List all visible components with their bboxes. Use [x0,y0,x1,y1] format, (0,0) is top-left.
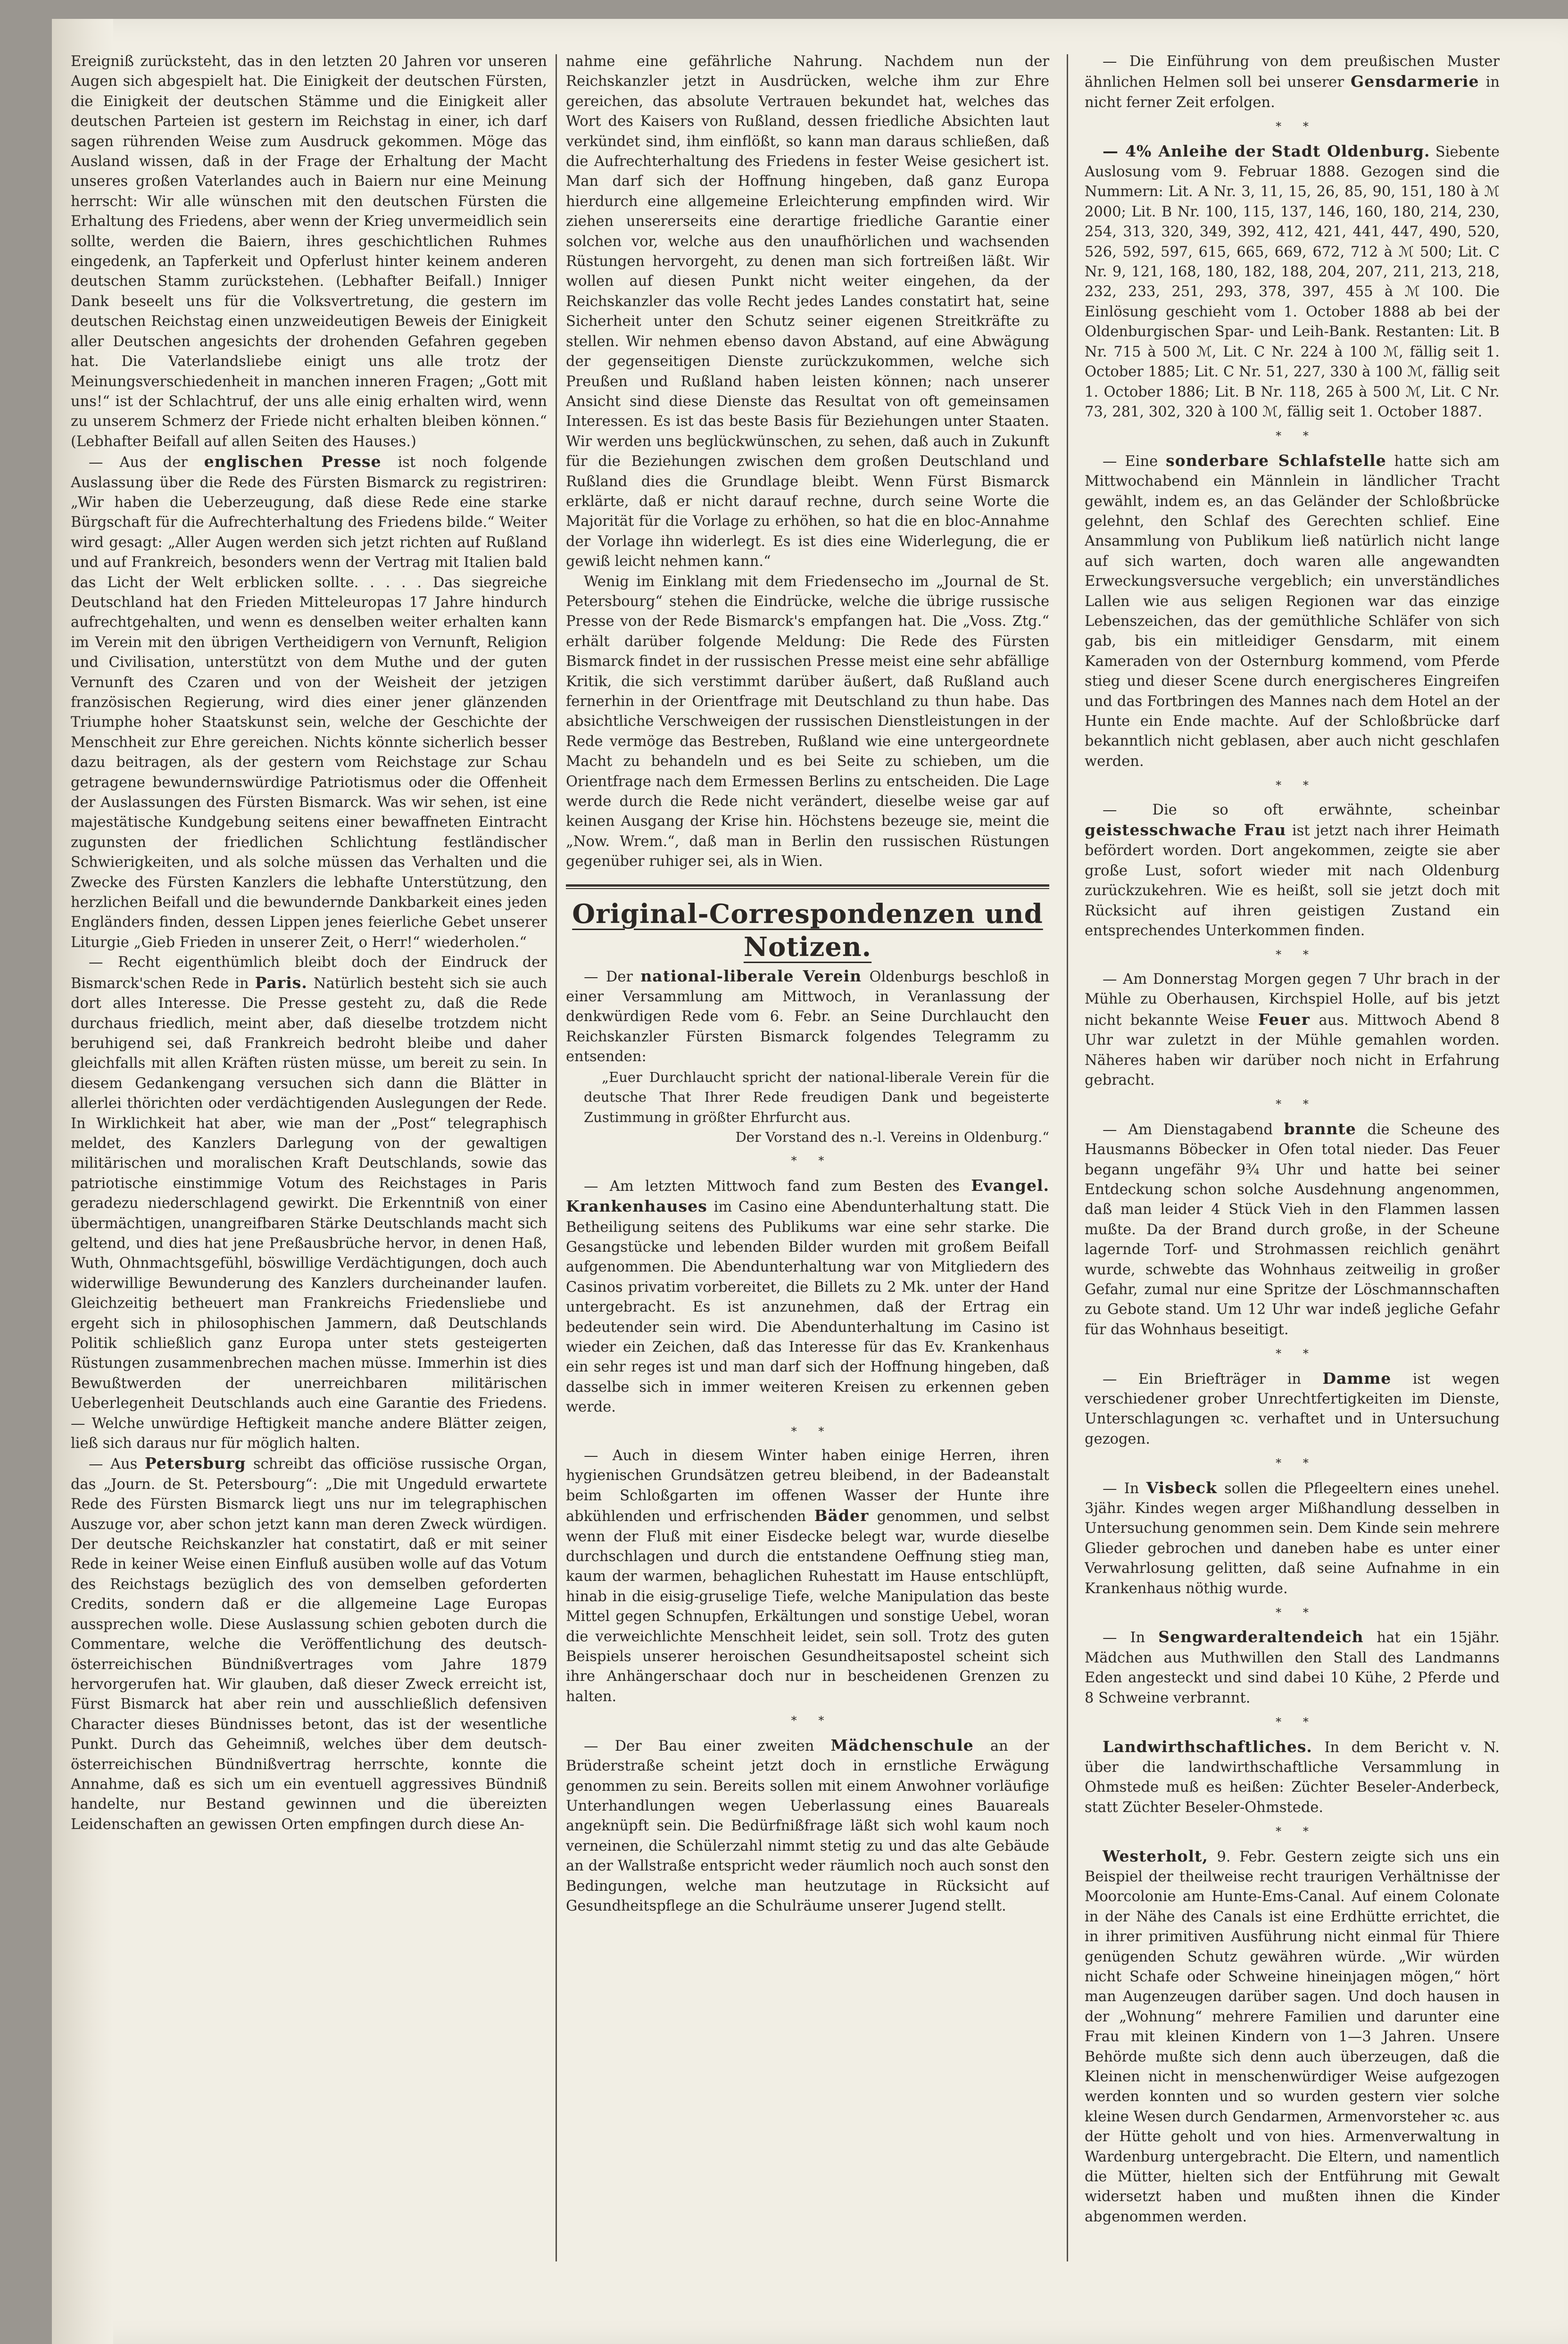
body-text: aus. Mittwoch Abend 8 Uhr war zuletzt in der Mühle gemahlen worden. Näheres haben wir darüber noch nicht in Erfahrung gebracht. [1085,1012,1500,1089]
body-text: ist noch folgende Auslassung über die Rede des Fürsten Bismarck zu registriren: „Wir haben die Ueberzeugung, daß diese Rede eine starke Bürgschaft für die Aufrechterhaltung des Friedens bilde.“ Weiter wird gesagt: „Aller Augen werden sich jetzt richten auf Rußland und auf Frankreich, besonders wenn der Vertrag mit Italien bald das Licht der Welt erblicken sollte. . . . . Das siegreiche Deutschland hat den Frieden Mitteleuropas 17 Jahre hindurch aufrechtgehalten, und wenn es denselben weiter erhalten kann im Verein mit den übrigen Vertheidigern von Vernunft, Religion und Civilisation, unterstützt von dem Muthe und der guten Vernunft des Czaren und von der Weisheit der jetzigen französischen Regierung, wird dies einer jener glänzenden Triumphe hoher Staatskunst sein, welche der Geschichte der Menschheit zur Ehre gereichen. Nichts könnte sicherlich besser dazu beitragen, als der gestern vom Reichstage zur Schau getragene bewundernswürdige Patriotismus oder die Offenheit der Auslassungen des Fürsten Bismarck. Was wir sehen, ist eine majestätische Kundgebung seitens einer bewaffneten Eintracht zugunsten der friedlichen Schlichtung festländischer Schwierigkeiten, und als solche müssen das Verhalten und die Zwecke des Fürsten Kanzlers die lebhafte Unterstützung, den herzlichen Beifall und die bewundernde Dankbarkeit eines jeden Engländers finden, dessen Lippen jenes feierliche Gebet unserer Liturgie „Gieb Frieden in unserer Zeit, o Herr!“ wiederholen.“ [71,454,547,951]
col2-article-baeder [566,1446,1049,1707]
lead-text: — Recht eigenthümlich bleibt doch der Eindruck der Bismarck'schen Rede in [71,954,547,992]
separator-star: * * [1276,429,1309,443]
telegram-quote: „Euer Durchlaucht spricht der national-liberale Verein für die deutsche That Ihrer Rede freudigen Dank und begeisterte Zustimmung in größter Ehrfurcht aus. [584,1069,1049,1125]
keyword-sengwarden: Sengwarderaltendeich [1158,1628,1364,1646]
body-text: Oldenburgs beschloß in einer Versammlung am Mittwoch, in Veranlassung der denkwürdigen Rede vom 6. Febr. an Seine Durchlaucht den Reichskanzler Fürsten Bismarck folgendes Telegramm zu entsenden: [566,968,1049,1065]
body-text: genommen, und selbst wenn der Fluß mit einer Eisdecke belegt war, wurde dieselbe durchschlagen und durch die entstandene Oeffnung stieg man, kaum der warmen, behaglichen Ruhestatt im Hause entschlüpft, hinab in die eisig-gruselige Tiefe, welche Manipulation das beste Mittel gegen Schnupfen, Erkältungen und sonstige Uebel, woran die verweichlichte Menschheit leidet, sein soll. Trotz des guten Beispiels unserer heroischen Gesundheitsapostel scheint sich ihre Anhängerschaar doch nur in bescheidenen Grenzen zu halten. [566,1508,1049,1705]
lead-text: — Der [584,968,633,985]
column-3 [1085,52,1500,2264]
col3-article-sengwarden [1085,1627,1500,1708]
body-text: hatte sich am Mittwochabend ein Männlein in ländlicher Tracht gewählt, indem es, an das Geländer der Schloßbrücke gelehnt, den Schlaf des Gerechten schlief. Eine Ansammlung von Publikum ließ natürlich nicht lange auf sich warten, doch waren alle angewandten Erweckungsversuche vergeblich; ein unverständliches Lallen wie aus seligen Regionen war das einzige Lebenszeichen, das der gemüthliche Schläfer von sich gab, bis ein mitleidiger Gensdarm, mit einem Kameraden von der Osternburg kommend, vom Pferde stieg und dieser Scene durch energischeres Eingreifen und das Fortbringen des Mannes nach dem Hotel an der Hunte ein Ende machte. Auf der Schloßbrücke darf bekanntlich nicht geblasen, aber auch nicht geschlafen werden. [1085,453,1500,770]
col2-article-maedchenschule [566,1736,1049,1917]
lead-text: — Der Bau einer zweiten [584,1737,814,1754]
body-text: hat ein 15jähr. Mädchen aus Muthwillen den Stall des Landmanns Eden angesteckt und sind dabei 10 Kühe, 2 Pferde und 8 Schweine verbrannt. [1085,1629,1500,1706]
separator-star: * * [791,1714,824,1728]
lead-text: — Am Dienstagabend [1103,1121,1273,1138]
keyword-krankenhaus: Evangel. Krankenhauses [566,1176,1049,1216]
keyword-petersburg: Petersburg [144,1454,246,1473]
col3-article-feuer [1085,970,1500,1090]
body-text: Natürlich besteht sich sie auch dort alles Interesse. Die Presse gesteht zu, daß die Rede durchaus friedlich, meint aber, daß dieselbe trotzdem nicht beruhigend sei, daß Frankreich bedroht bleibe und daher gleichfalls mit allen Kräften rüsten müsse, um bereit zu sein. In diesem Gedankengang versuchen sich dann die Blätter in allerlei thörichten oder verdächtigenden Auslegungen der Rede. In Wirklichkeit hat aber, wie man der „Post“ telegraphisch meldet, des Kanzlers Darlegung von der gewaltigen militärischen und moralischen Kraft Deutschlands, sowie das patriotische einstimmige Votum des Reichstages in Paris geradezu niederschlagend gewirkt. Die Erkenntniß von einer übermächtigen, unangreifbaren Stärke Deutschlands macht sich geltend, und dies hat jene Preßausbrüche hervor, in denen Haß, Wuth, Ohnmachtsgefühl, böswillige Verdächtigungen, doch auch widerwillige Bewunderung des Kanzlers durcheinander laufen. Gleichzeitig betheuert man Frankreichs Friedensliebe und ergeht sich in philosophischen Jammern, daß Deutschlands Politik schließlich ganz Europa unter stets gesteigerten Rüstungen zusammenbrechen machen müsse. Immerhin ist dies Bewußtwerden der unerreichbaren militärischen Ueberlegenheit Deutschlands auch eine Garantie des Friedens. — Welche unwürdige Heftigkeit manche andere Blätter zeigen, ließ sich daraus nur für möglich halten. [71,975,547,1452]
keyword-paris: Paris. [255,973,307,992]
body-text: sollen die Pflegeeltern eines unehel. 3jähr. Kindes wegen arger Mißhandlung desselben in Untersuchung genommen sein. Dem Kinde sein mehrere Glieder gebrochen und daneben habe es unter einer Verwahrlosung gelitten, daß seine Aufnahme in ein Krankenhaus nöthig wurde. [1085,1480,1500,1597]
separator-star: * * [1276,1347,1309,1361]
column-1 [71,52,547,2264]
lead-text: — Die Einführung von dem preußischen Muster ähnlichen Helmen soll bei unserer [1085,53,1500,91]
col3-article-damme [1085,1369,1500,1450]
keyword-damme: Damme [1322,1369,1392,1388]
body-text: die Scheune des Hausmanns Böbecker in Ofen total nieder. Das Feuer begann ungefähr 9¾ Uhr und hatte bei seiner Entdeckung schon solche Ausdehnung angenommen, daß man leider 4 Stück Vieh in den Flammen lassen mußte. Da der Brand durch große, in der Scheune lagernde Torf- und Strohmassen reichlich genährt wurde, schwebte das Wohnhaus zeitweilig in großer Gefahr, zumal nur eine Spritze der Löschmannschaften zu Gebote stand. Um 12 Uhr war indeß jegliche Gefahr für das Wohnhaus beseitigt. [1085,1121,1500,1338]
lead-text: — In [1103,1629,1145,1646]
lead-text: — Ein Briefträger in [1103,1371,1301,1388]
separator-star: * * [1276,1825,1309,1838]
body-text: ist wegen verschiedener grober Unrechtfertigkeiten im Dienste, Unterschlagungen ꝛc. verhaftet und in Untersuchung gezogen. [1085,1371,1500,1447]
col3-article-anleihe [1085,141,1500,423]
col2-article-national-liberal [566,966,1049,1067]
separator-star: * * [1276,948,1309,962]
lead-text: — Die so oft erwähnte, scheinbar [1103,801,1500,818]
telegram-signature: Der Vorstand des n.-l. Vereins in Oldenburg.“ [735,1129,1049,1145]
body-text: In dem Bericht v. N. über die landwirthschaftliche Versammlung in Ohmstede muß es heißen: Züchter Beseler-Anderbeck, statt Züchter Beseler-Ohmstede. [1085,1739,1500,1816]
col1-article-english-press [71,452,547,953]
lead-text: — Am letzten Mittwoch fand zum Besten des [584,1178,960,1195]
body-text: in nicht ferner Zeit erfolgen. [1085,74,1500,111]
lead-text: — Aus der [89,454,188,471]
col3-article-gensdarmerie [1085,52,1500,113]
keyword-visbeck: Visbeck [1146,1478,1217,1497]
body-text: im Casino eine Abendunterhaltung statt. Die Betheiligung seitens des Publikums war eine sehr starke. Die Gesangstücke und lebenden Bilder wurden mit großem Beifall aufgenommen. Die Abendunterhaltung war von Mitgliedern des Casinos privatim vorbereitet, die Billets zu 2 Mk. unter der Hand untergebracht. Es ist anzunehmen, daß der Ertrag ein bedeutender sein wird. Die Abendunterhaltung im Casino ist wieder ein Zeichen, daß das Interesse für das Ev. Krankenhaus ein sehr reges ist und man darf sich der Hoffnung hingeben, daß dasselbe sich in immer weiteren Kreisen zu erkennen geben werde. [566,1199,1049,1416]
col1-paragraph-1: Ereigniß zurücksteht, das in den letzten 20 Jahren vor unseren Augen sich abgespielt hat. Die Einigkeit der deutschen Fürsten, die Einigkeit der deutschen Stämme und die Einigkeit aller deutschen Parteien ist gestern im Reichstag in einer, ich darf sagen rührenden Weise zum Ausdruck gekommen. Möge das Ausland wissen, daß in der Frage der Erhaltung der Macht unseres großen Vaterlandes auch in Baiern nur eine Meinung herrscht: Wir alle wünschen mit den deutschen Fürsten die Erhaltung des Friedens, aber wenn der Krieg unvermeidlich sein sollte, werden die Baiern, ihres geschichtlichen Ruhmes eingedenk, an Tapferkeit und Opferlust hinter keinem anderen deutschen Stamm zurückstehen. (Lebhafter Beifall.) Inniger Dank beseelt uns für die Volksvertretung, die gestern im deutschen Reichstag einen unzweideutigen Beweis der Einigkeit aller Deutschen angesichts der drohenden Gefahren gegeben hat. Die Vaterlandsliebe einigt uns alle trotz der Meinungsverschiedenheit in manchen inneren Fragen; „Gott mit uns!“ ist der Schlachtruf, der uns alle einig erhalten wird, wenn zu unserem Schmerz der Friede nicht erhalten bleiben können.“ (Lebhafter Beifall auf allen Seiten des Hauses.) [71,53,547,450]
keyword-anleihe: — 4% Anleihe der Stadt Oldenburg. [1103,141,1430,160]
lead-text: — Auch in diesem Winter haben einige Herren, ihren hygienischen Grundsätzen getreu bleibend, in der Badeanstalt beim Schloßgarten im offenen Wasser der Hunte ihre abkühlenden und erfrischenden [566,1447,1049,1525]
body-text: ist jetzt nach ihrer Heimath befördert worden. Dort angekommen, zeigte sie aber große Lust, sofort wieder mit nach Oldenburg zurückzukehren. Wie es heißt, soll sie jetzt doch mit Rücksicht auf ihren geistigen Zustand ein entsprechendes Unterkommen finden. [1085,823,1500,939]
keyword-landwirthschaft: Landwirthschaftliches. [1103,1737,1312,1756]
lead-text: — Am Donnerstag Morgen gegen 7 Uhr brach in der Mühle zu Oberhausen, Kirchspiel Holle, auf bis jetzt nicht bekannte Weise [1085,971,1500,1029]
lead-text: — In [1103,1480,1139,1497]
body-text: schreibt das officiöse russische Organ, das „Journ. de St. Petersbourg“: „Die mit Ungeduld erwartete Rede des Fürsten Bismarck liegt uns nur im telegraphischen Auszuge vor, aber schon jetzt kann man deren Zweck würdigen. Der deutsche Reichskanzler hat constatirt, daß er mit seiner Rede in keiner Weise einen Einfluß ausüben wolle auf das Votum des Reichstags bezüglich des von demselben geforderten Credits, sondern daß er die allgemeine Lage Europas aussprechen wolle. Diese Auslassung schien geboten durch die Commentare, welche die Veröffentlichung des deutsch-österreichischen Bündnißvertrages vom Jahre 1879 hervorgerufen hat. Wir glauben, daß dieser Zweck erreicht ist, Fürst Bismarck hat aber rein und ausschließlich defensiven Character dieses Bündnisses betont, das ist der wesentliche Punkt. Durch das Geheimniß, welches über dem deutsch-österreichischen Bündnißvertrag herrschte, konnte die Annahme, daß es sich um ein eventuell aggressives Bündniß handelte, nur Bestand gewinnen und die übereizten Leidenschaften an gewissen Orten empfingen durch diese An- [71,1456,547,1833]
col3-article-scheune [1085,1119,1500,1340]
separator-star: * * [1276,1097,1309,1111]
col3-article-landwirthschaft [1085,1737,1500,1818]
keyword-maedchenschule: Mädchenschule [830,1736,974,1754]
separator-star: * * [791,1424,824,1438]
separator-star: * * [791,1154,824,1168]
col3-article-westerholt [1085,1846,1500,2228]
separator-star: * * [1276,120,1309,133]
separator-star: * * [1276,1606,1309,1620]
column-2 [566,52,1049,2264]
keyword-english-press: englischen Presse [204,452,382,471]
section-title: Original-Correspondenzen und Notizen. [572,898,1043,963]
keyword-gensdarmerie: Gensdarmerie [1351,72,1479,91]
body-text: 9. Febr. Gestern zeigte sich uns ein Beispiel der theilweise recht traurigen Verhältnisse der Moorcolonie am Hunte-Ems-Canal. Auf einem Colonate in der Nähe des Canals ist eine Erdhütte errichtet, die in ihrer primitiven Ausführung nicht einmal für Thiere genügenden Schutz gewähren würde. „Wir würden nicht Schafe oder Schweine hineinjagen mögen,“ hört man Augenzeugen darüber sagen. Und doch hausen in der „Wohnung“ mehrere Familien und darunter eine Frau mit kleinen Kindern von 1—3 Jahren. Unsere Behörde mußte sich denn auch überzeugen, daß die Kleinen nicht in menschenwürdiger Weise aufgezogen werden konnten und so wurden gestern vier solche kleine Wesen durch Gendarmen, Armenvorsteher ꝛc. aus der Hütte geholt und von hies. Armenverwaltung in Wardenburg untergebracht. Die Eltern, und namentlich die Mütter, hielten sich der Entführung mit Gewalt widersetzt haben und mußten ihnen die Kinder abgenommen werden. [1085,1848,1500,2225]
keyword-baeder: Bäder [814,1506,869,1525]
section-divider [566,884,1049,889]
separator-star: * * [1276,779,1309,792]
separator-star: * * [1276,1456,1309,1470]
keyword-verein: national-liberale Verein [640,966,862,985]
col3-article-schlafstelle [1085,451,1500,772]
col1-article-paris [71,953,547,1454]
separator-star: * * [1276,1715,1309,1729]
keyword-frau: geistesschwache Frau [1085,821,1286,840]
column-rule-2 [1067,54,1068,2261]
keyword-feuer: Feuer [1258,1010,1311,1029]
col3-article-visbeck [1085,1478,1500,1599]
lead-text: — Aus [89,1456,138,1473]
keyword-westerholt: Westerholt, [1103,1846,1208,1865]
col2-paragraph-2: Wenig im Einklang mit dem Friedensecho im „Journal de St. Petersbourg“ stehen die Eindrücke, welche die übrige russische Presse von der Rede Bismarck's empfangen hat. Die „Voss. Ztg.“ erhält darüber folgende Meldung: Die Rede des Fürsten Bismarck findet in der russischen Presse meist eine sehr abfällige Kritik, die sich verstimmt darüber äußert, daß Rußland auch fernerhin in der Orientfrage mit Deutschland zu thun habe. Das absichtliche Verschweigen der russischen Dienstleistungen in der Rede vermöge das Bestreben, Rußland wie eine untergeordnete Macht zu behandeln und es bei Seite zu schieben, um die Orientfrage nach dem Ermessen Berlins zu entscheiden. Die Lage werde durch die Rede nicht verändert, dieselbe weise gar auf keinen Ausgang der Krise hin. Höchstens bezeuge sie, meint die „Now. Wrem.“, daß man in Berlin den russischen Rüstungen gegenüber ruhiger sei, als in Wien. [566,573,1049,870]
col1-article-petersburg [71,1454,547,1835]
col2-paragraph-1: nahme eine gefährliche Nahrung. Nachdem nun der Reichskanzler jetzt in Ausdrücken, welche ihm zur Ehre gereichen, das absolute Vertrauen bekundet hat, welches das Wort des Kaisers von Rußland, dessen friedliche Absichten laut verkündet sind, ihm einflößt, so kann man daraus schließen, daß die Aufrechterhaltung des Friedens in fester Weise gesichert ist. Man darf sich der Hoffnung hingeben, daß ganz Europa hierdurch eine allgemeine Erleichterung empfinden wird. Wir ziehen unsererseits eine derartige friedliche Garantie einer solchen vor, welche aus den unaufhörlichen und wachsenden Rüstungen hervorgeht, zu denen man sich fortreißen läßt. Wir wollen auf diesen Punkt nicht weiter eingehen, da der Reichskanzler das volle Recht jedes Landes constatirt hat, seine Sicherheit unter den Schutz seiner eigenen Streitkräfte zu stellen. Wir nehmen ebenso davon Abstand, auf eine Abwägung der gegenseitigen Dienste zurückzukommen, welche sich Preußen und Rußland haben leisten können; nach unserer Ansicht sind diese Dienste das Resultat von oft gemeinsamen Interessen. Es ist das beste Basis für Beziehungen unter Staaten. Wir werden uns beglückwünschen, zu sehen, daß auch in Zukunft für die Beziehungen zwischen dem großen Deutschland und Rußland dies die Grundlage bleibt. Wenn Fürst Bismarck erklärte, daß er nicht darauf rechne, durch seine Worte die Majorität für die Vorlage zu erhöhen, so hat die en bloc-Annahme der Vorlage ihn widerlegt. Es ist dies eine Widerlegung, die er gewiß leicht nehmen kann.“ [566,53,1049,570]
keyword-brannte: brannte [1284,1119,1356,1138]
body-text: Siebente Auslosung vom 9. Februar 1888. Gezogen sind die Nummern: Lit. A Nr. 3, 11, 15, 26, 85, 90, 151, 180 à ℳ 2000; Lit. B Nr. 100, 115, 137, 146, 160, 180, 214, 230, 254, 313, 320, 349, 392, 412, 421, 441, 447, 490, 520, 526, 592, 597, 615, 665, 669, 672, 712 à ℳ 500; Lit. C Nr. 9, 121, 168, 180, 182, 188, 204, 207, 211, 213, 218, 232, 233, 251, 293, 378, 397, 455 à ℳ 100. Die Einlösung geschieht vom 1. October 1888 ab bei der Oldenburgischen Spar- und Leih-Bank. Restanten: Lit. B Nr. 715 à 500 ℳ, Lit. C Nr. 224 à 100 ℳ, fällig seit 1. October 1885; Lit. C Nr. 51, 227, 330 à 100 ℳ, fällig seit 1. October 1886; Lit. B Nr. 118, 265 à 500 ℳ, Lit. C Nr. 73, 281, 302, 320 à 100 ℳ, fällig seit 1. October 1887. [1085,143,1500,420]
body-text: an der Brüderstraße scheint jetzt doch in ernstliche Erwägung genommen zu sein. Bereits sollen mit einem Anwohner vorläufige Unterhandlungen wegen Ueberlassung eines Bauareals angeknüpft sein. Die Bedürfnißfrage läßt sich wohl kaum noch verneinen, die Schülerzahl nimmt stetig zu und das alte Gebäude an der Wallstraße entspricht weder räumlich noch auch sonst den Bedingungen, welche man heutzutage in Rücksicht auf Gesundheitspflege an die Schulräume unserer Jugend stellt. [566,1737,1049,1914]
column-rule-1 [556,54,557,2261]
col3-article-frau [1085,800,1500,941]
lead-text: — Eine [1103,453,1158,470]
keyword-schlafstelle: sonderbare Schlafstelle [1166,451,1386,470]
col2-article-krankenhaus [566,1176,1049,1418]
